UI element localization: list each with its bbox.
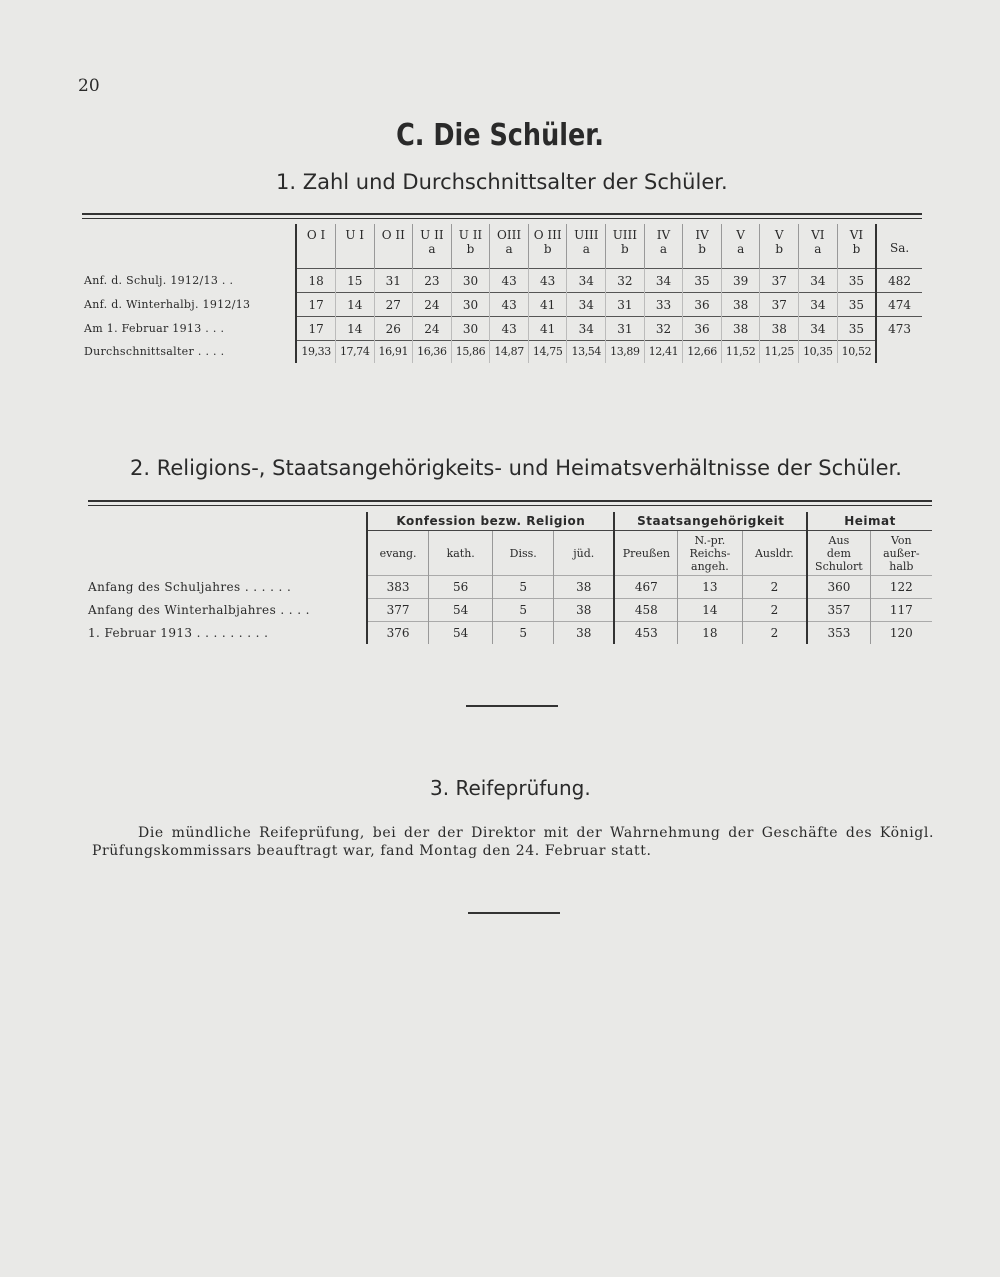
cell: 30 [451,317,490,341]
sub-line: dem [826,546,851,560]
cell: 34 [567,269,606,293]
table-row [82,269,922,293]
group-konfession: Konfession bezw. Religion [367,512,614,531]
table-row [88,599,932,622]
cell: 18 [296,269,335,293]
col-header-sub: b [621,242,629,256]
row-total: 474 [876,293,922,317]
col-header-top: IV [656,228,671,242]
col-header-sub: b [543,242,552,256]
col-header-sub: a [659,242,668,256]
separator-rule [468,912,560,914]
cell: 31 [606,317,645,341]
section3-paragraph: Die mündliche Reifeprüfung, bei der der Direktor mit der Wahrnehmung der Geschäfte des Königl. Prüfungskommissars beauftragt war, fand Montag den 24. Februar statt. [92,825,934,859]
col-header-sub: a [428,242,436,256]
cell: 14,75 [528,341,567,364]
col-header-top: IV [695,228,709,242]
cell: 10,52 [837,341,876,364]
cell: 14 [335,317,374,341]
table-row [82,293,922,317]
cell: 56 [428,576,493,599]
table1-top-rule [82,213,922,215]
cell: 43 [490,269,529,293]
cell: 27 [374,293,413,317]
cell: 16,91 [374,341,413,364]
section1-heading: 1. Zahl und Durchschnittsalter der Schüler. [276,170,728,194]
sub-line: halb [889,559,914,573]
col-header [374,224,413,269]
cell: 10,35 [799,341,838,364]
table1-top-rule-thin [82,218,922,219]
cell: 54 [428,622,493,645]
cell: 12,66 [683,341,722,364]
cell: 2 [742,576,807,599]
table1-corner [82,224,296,269]
cell: 32 [606,269,645,293]
cell: 12,41 [644,341,683,364]
cell: 16,36 [413,341,452,364]
cell: 41 [528,317,567,341]
cell: 360 [807,576,870,599]
sub-npr [678,531,743,576]
cell: 23 [413,269,452,293]
col-header [296,224,335,269]
table-row [82,317,922,341]
cell: 34 [644,269,683,293]
col-header-top: O II [381,228,405,242]
col-header-total [876,224,922,269]
cell: 24 [413,293,452,317]
cell: 38 [554,576,615,599]
cell: 43 [528,269,567,293]
col-header [490,224,529,269]
row-label: 1. Februar 1913 . . . . . . . . . [88,625,269,640]
row-total: 473 [876,317,922,341]
col-header-top: U I [345,228,365,242]
cell: 36 [683,293,722,317]
row-label: Durchschnittsalter . . . . [84,344,225,358]
cell: 54 [428,599,493,622]
table2-corner [88,512,367,576]
row-label: Anf. d. Winterhalbj. 1912/13 [84,297,251,311]
cell: 38 [760,317,799,341]
col-header [413,224,452,269]
col-header-top: UIII [574,228,599,242]
page-number: 20 [78,76,100,96]
cell: 17 [296,317,335,341]
cell: 17,74 [335,341,374,364]
col-header-sub: b [775,242,784,256]
row-label: Anf. d. Schulj. 1912/13 . . [84,273,234,287]
col-header-top: V [736,228,745,242]
cell: 15 [335,269,374,293]
col-header [799,224,838,269]
cell: 39 [721,269,760,293]
cell: 17 [296,293,335,317]
cell: 41 [528,293,567,317]
col-header [606,224,645,269]
col-header-top: O I [306,228,326,242]
cell: 35 [837,269,876,293]
cell: 2 [742,599,807,622]
cell: 34 [799,269,838,293]
cell: 353 [807,622,870,645]
row-label: Anfang des Winterhalbjahres . . . . [88,603,310,617]
col-header [837,224,876,269]
col-header-sub: b [852,242,861,256]
cell: 11,25 [760,341,799,364]
col-header-top: V [774,228,784,242]
sub-von [870,531,932,576]
cell: 467 [614,576,677,599]
cell: 18 [678,622,743,645]
row-total-empty [876,341,922,364]
sub-line: Aus [828,533,850,547]
col-header-sub: a [814,242,822,256]
col-header-top: VI [849,228,864,242]
cell: 5 [493,599,554,622]
cell: 13,89 [606,341,645,364]
sub-line: Schulort [815,559,863,573]
table-row [88,576,932,599]
student-count-table [82,224,922,363]
cell: 5 [493,576,554,599]
col-header-sub: b [698,242,706,256]
cell: 35 [837,293,876,317]
cell: 19,33 [296,341,335,364]
sub-npr-line: angeh. [691,559,729,573]
cell: 117 [870,599,932,622]
group-staat: Staatsangehörigkeit [614,512,807,531]
col-header [451,224,490,269]
cell: 357 [807,599,870,622]
sub-line: außer- [883,546,920,560]
sub-npr-line: Reichs- [689,546,731,560]
cell: 14,87 [490,341,529,364]
cell: 34 [799,293,838,317]
sub-auslaender: Ausldr. [742,531,807,576]
cell: 377 [367,599,428,622]
religion-nationality-table [88,512,932,644]
cell: 26 [374,317,413,341]
col-header-sub: a [505,242,513,256]
cell: 30 [451,293,490,317]
cell: 120 [870,622,932,645]
cell: 14 [335,293,374,317]
cell: 38 [721,293,760,317]
col-header-top: U II [420,228,444,242]
cell: 2 [742,622,807,645]
table1-header-row [82,224,922,269]
col-header-top: UIII [612,228,638,242]
cell: 24 [413,317,452,341]
cell: 33 [644,293,683,317]
sub-aus-dem [807,531,870,576]
page-title: C. Die Schüler. [396,118,604,153]
cell: 14 [678,599,743,622]
col-header [721,224,760,269]
cell: 38 [554,622,615,645]
cell: 43 [490,317,529,341]
col-header-sub: a [582,242,590,256]
sub-npr-line: N.-pr. [694,533,726,547]
cell: 15,86 [451,341,490,364]
cell: 11,52 [721,341,760,364]
col-header [567,224,606,269]
cell: 37 [760,269,799,293]
table2-top-rule-thin [88,505,932,506]
cell: 13,54 [567,341,606,364]
table-row [88,622,932,645]
cell: 122 [870,576,932,599]
col-header-sub: a [737,242,745,256]
sub-diss: Diss. [493,531,554,576]
sub-preussen: Preußen [614,531,677,576]
cell: 453 [614,622,677,645]
sub-evang: evang. [367,531,428,576]
cell: 38 [554,599,615,622]
cell: 30 [451,269,490,293]
total-label: Sa. [890,241,910,255]
cell: 32 [644,317,683,341]
sub-jued: jüd. [554,531,615,576]
col-header [644,224,683,269]
col-header-top: U II [458,228,483,242]
table2-top-rule [88,500,932,502]
cell: 376 [367,622,428,645]
cell: 34 [799,317,838,341]
col-header [335,224,374,269]
cell: 38 [721,317,760,341]
cell: 34 [567,317,606,341]
group-heimat: Heimat [807,512,932,531]
row-label: Am 1. Februar 1913 . . . [84,321,225,335]
col-header [760,224,799,269]
cell: 13 [678,576,743,599]
col-header-sub: b [466,242,475,256]
cell: 37 [760,293,799,317]
col-header [528,224,567,269]
cell: 35 [837,317,876,341]
sub-line: Von [891,533,912,547]
col-header [683,224,722,269]
cell: 5 [493,622,554,645]
separator-rule [466,705,558,707]
row-total: 482 [876,269,922,293]
table2-group-row [88,512,932,531]
section2-heading: 2. Religions-, Staatsangehörigkeits- und Heimatsverhältnisse der Schüler. [130,456,902,480]
cell: 35 [683,269,722,293]
col-header-top: OIII [497,228,522,242]
cell: 383 [367,576,428,599]
cell: 43 [490,293,529,317]
cell: 34 [567,293,606,317]
cell: 458 [614,599,677,622]
sub-kath: kath. [428,531,493,576]
cell: 31 [606,293,645,317]
average-age-row [82,341,922,364]
row-label: Anfang des Schuljahres . . . . . . [88,580,292,594]
section3-heading: 3. Reifeprüfung. [430,776,591,800]
col-header-top: O III [533,228,562,242]
cell: 36 [683,317,722,341]
cell: 31 [374,269,413,293]
col-header-top: VI [811,228,825,242]
